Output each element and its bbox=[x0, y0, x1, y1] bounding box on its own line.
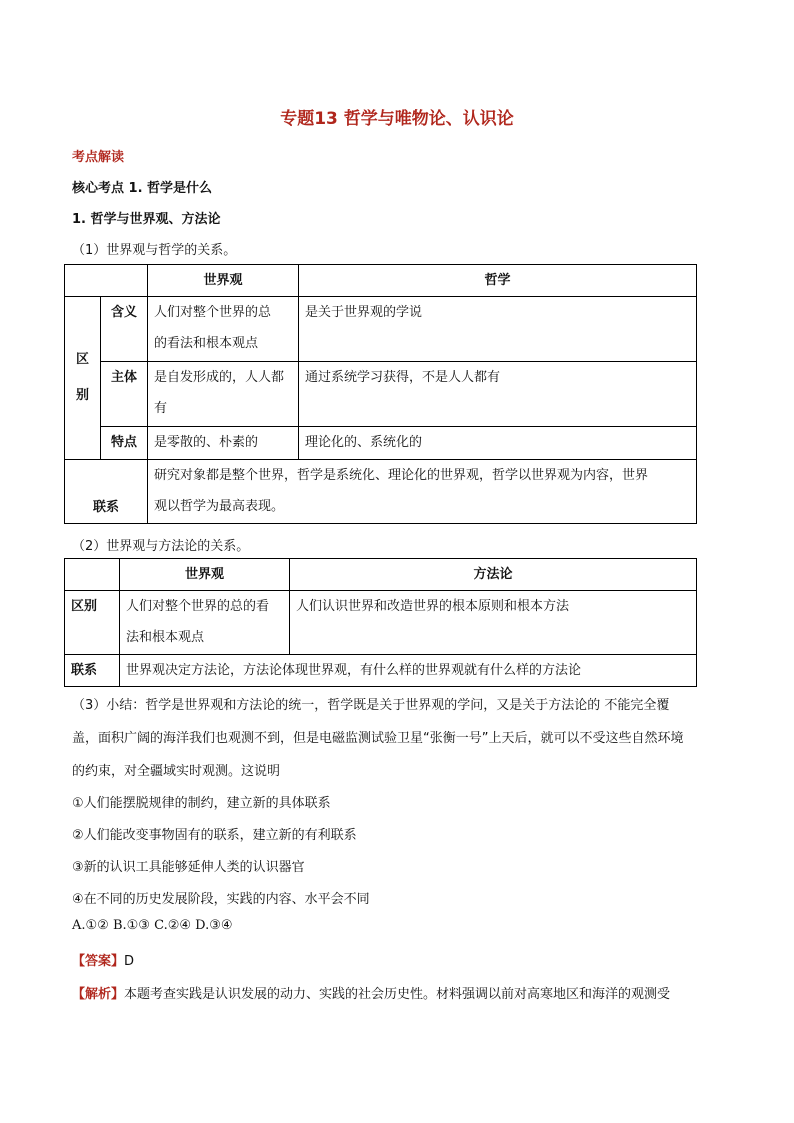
option-item: ②人们能改变事物固有的联系，建立新的有利联系 bbox=[72, 828, 357, 843]
table1-header-worldview: 世界观 bbox=[148, 265, 299, 297]
table2-corner bbox=[65, 559, 120, 591]
table2-qubie-label: 区别 bbox=[65, 591, 120, 655]
summary-paragraph-line: 盖，面积广阔的海洋我们也观测不到，但是电磁监测试验卫星“张衡一号”上天后，就可以不受这些自然环境 bbox=[72, 731, 684, 746]
table1-cell-philosophy: 是关于世界观的学说 bbox=[299, 297, 697, 362]
table2-header-methodology: 方法论 bbox=[290, 559, 697, 591]
summary-paragraph-line: 的约束，对全疆域实时观测。这说明 bbox=[72, 764, 281, 779]
table1-corner bbox=[65, 265, 148, 297]
table1-cell-philosophy: 通过系统学习获得，不是人人都有 bbox=[299, 362, 697, 427]
section-heading-1: 1. 哲学与世界观、方法论 bbox=[72, 212, 221, 227]
table2-lianxi-text: 世界观决定方法论，方法论体现世界观，有什么样的世界观就有什么样的方法论 bbox=[120, 655, 697, 687]
subheading-1: （1）世界观与哲学的关系。 bbox=[72, 243, 237, 258]
answer-line bbox=[72, 950, 134, 969]
table1-cell-worldview: 是自发形成的，人人都 有 bbox=[148, 362, 299, 427]
analysis-line bbox=[72, 983, 670, 1002]
table1-row-label-hanyi: 含义 bbox=[101, 297, 148, 362]
table2-cell-worldview: 人们对整个世界的总的看 法和根本观点 bbox=[120, 591, 290, 655]
table2-lianxi-label: 联系 bbox=[65, 655, 120, 687]
summary-paragraph-line: （3）小结：哲学是世界观和方法论的统一，哲学既是关于世界观的学问，又是关于方法论的 不能完全覆 bbox=[72, 698, 670, 713]
table1-cell-worldview: 人们对整个世界的总 的看法和根本观点 bbox=[148, 297, 299, 362]
table1-lianxi-text: 研究对象都是整个世界，哲学是系统化、理论化的世界观，哲学以世界观为内容，世界 观以哲学为最高表现。 bbox=[148, 460, 697, 524]
worldview-philosophy-table bbox=[64, 264, 697, 524]
option-item: ④在不同的历史发展阶段，实践的内容、水平会不同 bbox=[72, 892, 370, 907]
table2-cell-methodology: 人们认识世界和改造世界的根本原则和根本方法 bbox=[290, 591, 697, 655]
answer-value: D bbox=[124, 954, 135, 969]
table1-cell-philosophy: 理论化的、系统化的 bbox=[299, 427, 697, 460]
option-item: ①人们能摆脱规律的制约，建立新的具体联系 bbox=[72, 796, 331, 811]
worldview-methodology-table bbox=[64, 558, 697, 687]
analysis-tag: 【解析】 bbox=[72, 987, 125, 1002]
core-point-heading: 核心考点 1. 哲学是什么 bbox=[72, 181, 213, 196]
table2-header-worldview: 世界观 bbox=[120, 559, 290, 591]
table1-lianxi-label: 联系 bbox=[65, 460, 148, 524]
table1-row-label-zhuti: 主体 bbox=[101, 362, 148, 427]
answer-choices: A.①② B.①③ C.②④ D.③④ bbox=[72, 918, 233, 933]
table1-qubie: 区 别 bbox=[65, 297, 101, 460]
table1-header-philosophy: 哲学 bbox=[299, 265, 697, 297]
analysis-text: 本题考查实践是认识发展的动力、实践的社会历史性。材料强调以前对高寒地区和海洋的观测受 bbox=[124, 987, 671, 1002]
option-item: ③新的认识工具能够延伸人类的认识器官 bbox=[72, 860, 305, 875]
table1-cell-worldview: 是零散的、朴素的 bbox=[148, 427, 299, 460]
answer-tag: 【答案】 bbox=[72, 954, 125, 969]
page-title: 专题13 哲学与唯物论、认识论 bbox=[280, 109, 514, 129]
section-label-kaodian: 考点解读 bbox=[72, 150, 125, 165]
subheading-2: （2）世界观与方法论的关系。 bbox=[72, 539, 250, 554]
table1-row-label-tedian: 特点 bbox=[101, 427, 148, 460]
